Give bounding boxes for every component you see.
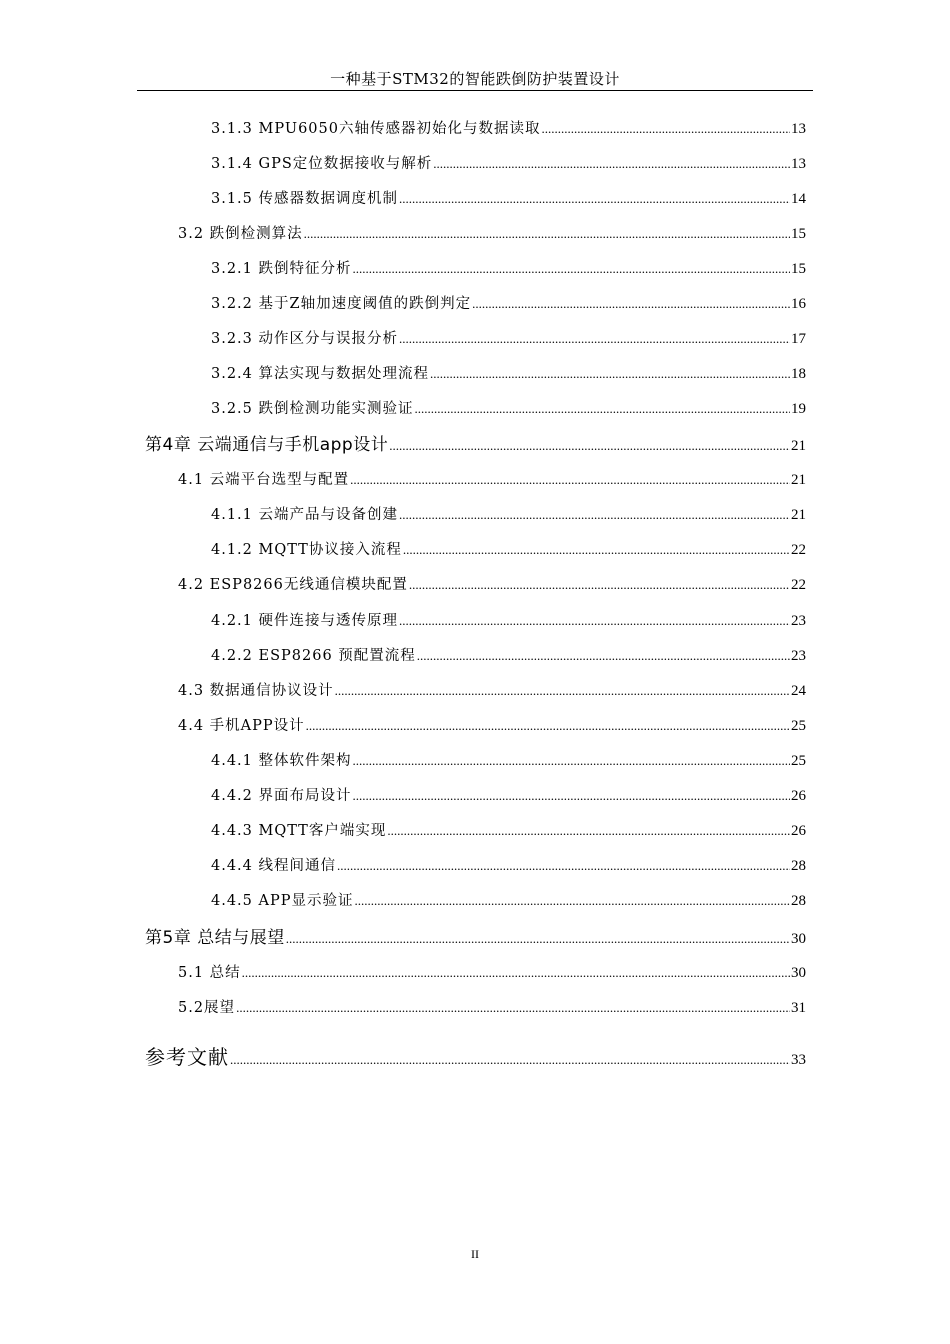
page-number: II: [471, 1247, 479, 1261]
toc-entry-page: 13: [791, 156, 806, 172]
toc-entry-title: 5.1 总结: [178, 965, 241, 981]
toc-entry-page: 23: [791, 648, 806, 664]
toc-entry-page: 15: [791, 226, 806, 242]
toc-entry-title: 4.3 数据通信协议设计: [178, 683, 334, 699]
toc-entry[interactable]: [178, 998, 806, 1018]
toc-leader-dots: [353, 259, 790, 279]
toc-leader-dots: [306, 716, 790, 736]
toc-leader-dots: [387, 821, 790, 841]
document-header-title: 一种基于STM32的智能跌倒防护装置设计: [330, 70, 620, 88]
toc-entry-title: 4.4.1 整体软件架构: [211, 753, 352, 769]
toc-leader-dots: [350, 470, 790, 490]
toc-leader-dots: [236, 998, 790, 1018]
toc-entry[interactable]: [211, 154, 806, 174]
toc-leader-dots: [403, 540, 790, 560]
toc-entry-title: 4.1.1 云端产品与设备创建: [211, 507, 399, 523]
toc-entry[interactable]: [178, 963, 806, 983]
toc-entry-title: 3.2 跌倒检测算法: [178, 226, 303, 242]
toc-entry-page: 18: [791, 366, 806, 382]
toc-entry-page: 23: [791, 613, 806, 629]
toc-entry[interactable]: [211, 259, 806, 279]
toc-entry-page: 28: [791, 858, 806, 874]
toc-leader-dots: [399, 329, 790, 349]
toc-entry-page: 16: [791, 296, 806, 312]
toc-leader-dots: [541, 119, 790, 139]
toc-entry[interactable]: [211, 505, 806, 525]
toc-entry-title: 3.2.5 跌倒检测功能实测验证: [211, 401, 414, 417]
toc-entry[interactable]: [211, 399, 806, 419]
toc-entry-page: 22: [791, 542, 806, 558]
toc-entry-page: 15: [791, 261, 806, 277]
toc-entry[interactable]: [145, 1044, 806, 1070]
toc-entry-page: 31: [791, 1000, 806, 1016]
toc-entry-title: 4.2.1 硬件连接与透传原理: [211, 613, 399, 629]
toc-entry-title: 第4章 云端通信与手机app设计: [145, 435, 389, 455]
toc-entry[interactable]: [178, 575, 806, 595]
toc-entry-page: 19: [791, 401, 806, 417]
toc-leader-dots: [399, 505, 790, 525]
toc-entry[interactable]: [178, 716, 806, 736]
toc-leader-dots: [335, 681, 790, 701]
toc-entry-title: 4.2 ESP8266无线通信模块配置: [178, 577, 408, 593]
toc-leader-dots: [353, 786, 790, 806]
toc-entry-title: 参考文献: [145, 1045, 229, 1069]
toc-entry-page: 25: [791, 718, 806, 734]
toc-entry[interactable]: [211, 364, 806, 384]
toc-leader-dots: [409, 575, 790, 595]
toc-entry[interactable]: [178, 224, 806, 244]
toc-entry[interactable]: [145, 927, 806, 949]
toc-leader-dots: [337, 856, 790, 876]
toc-entry-title: 3.2.4 算法实现与数据处理流程: [211, 366, 430, 382]
toc-entry[interactable]: [211, 294, 806, 314]
toc-entry-page: 21: [791, 507, 806, 523]
toc-leader-dots: [242, 963, 790, 983]
toc-entry[interactable]: [211, 646, 806, 666]
toc-entry-title: 3.2.1 跌倒特征分析: [211, 261, 352, 277]
toc-entry[interactable]: [211, 821, 806, 841]
toc-entry-title: 4.2.2 ESP8266 预配置流程: [211, 648, 416, 664]
toc-entry-title: 4.1 云端平台选型与配置: [178, 472, 350, 488]
toc-leader-dots: [286, 928, 790, 950]
toc-entry-title: 4.4.5 APP显示验证: [211, 893, 354, 909]
toc-entry-title: 4.4.3 MQTT客户端实现: [211, 823, 387, 839]
toc-entry[interactable]: [211, 540, 806, 560]
toc-entry-page: 24: [791, 683, 806, 699]
toc-entry-page: 26: [791, 788, 806, 804]
toc-entry-title: 3.1.4 GPS定位数据接收与解析: [211, 156, 433, 172]
toc-entry-page: 28: [791, 893, 806, 909]
toc-leader-dots: [353, 751, 790, 771]
toc-leader-dots: [355, 891, 791, 911]
toc-entry-title: 第5章 总结与展望: [145, 928, 285, 948]
toc-entry-page: 26: [791, 823, 806, 839]
toc-entry-title: 5.2展望: [178, 1000, 236, 1016]
toc-entry[interactable]: [178, 470, 806, 490]
toc-entry[interactable]: [211, 119, 806, 139]
toc-entry-title: 4.4 手机APP设计: [178, 718, 305, 734]
toc-entry-page: 30: [791, 931, 806, 947]
toc-entry[interactable]: [211, 751, 806, 771]
toc-entry[interactable]: [211, 329, 806, 349]
toc-entry-page: 14: [791, 191, 806, 207]
toc-leader-dots: [399, 611, 790, 631]
toc-leader-dots: [399, 189, 790, 209]
toc-leader-dots: [433, 154, 790, 174]
toc-leader-dots: [417, 646, 790, 666]
toc-entry-page: 21: [791, 438, 806, 454]
toc-leader-dots: [304, 224, 790, 244]
toc-leader-dots: [415, 399, 790, 419]
toc-entry[interactable]: [211, 891, 806, 911]
toc-entry-title: 4.1.2 MQTT协议接入流程: [211, 542, 402, 558]
toc-entry-page: 30: [791, 965, 806, 981]
toc-entry[interactable]: [211, 786, 806, 806]
toc-entry[interactable]: [178, 681, 806, 701]
toc-entry-title: 3.1.3 MPU6050六轴传感器初始化与数据读取: [211, 121, 541, 137]
toc-entry-page: 21: [791, 472, 806, 488]
toc-entry-title: 3.2.2 基于Z轴加速度阈值的跌倒判定: [211, 296, 472, 312]
toc-entry[interactable]: [211, 856, 806, 876]
toc-entry-page: 25: [791, 753, 806, 769]
toc-leader-dots: [472, 294, 790, 314]
toc-entry-title: 3.1.5 传感器数据调度机制: [211, 191, 399, 207]
toc-leader-dots: [430, 364, 790, 384]
toc-entry-title: 3.2.3 动作区分与误报分析: [211, 331, 399, 347]
toc-entry[interactable]: [145, 434, 806, 456]
toc-entry[interactable]: [211, 611, 806, 631]
toc-entry-page: 13: [791, 121, 806, 137]
toc-entry-page: 17: [791, 331, 806, 347]
toc-entry[interactable]: [211, 189, 806, 209]
toc-leader-dots: [230, 1047, 790, 1073]
toc-entry-page: 33: [791, 1052, 806, 1068]
toc-entry-title: 4.4.4 线程间通信: [211, 858, 337, 874]
toc-entry-page: 22: [791, 577, 806, 593]
toc-entry-title: 4.4.2 界面布局设计: [211, 788, 352, 804]
toc-leader-dots: [389, 435, 790, 457]
